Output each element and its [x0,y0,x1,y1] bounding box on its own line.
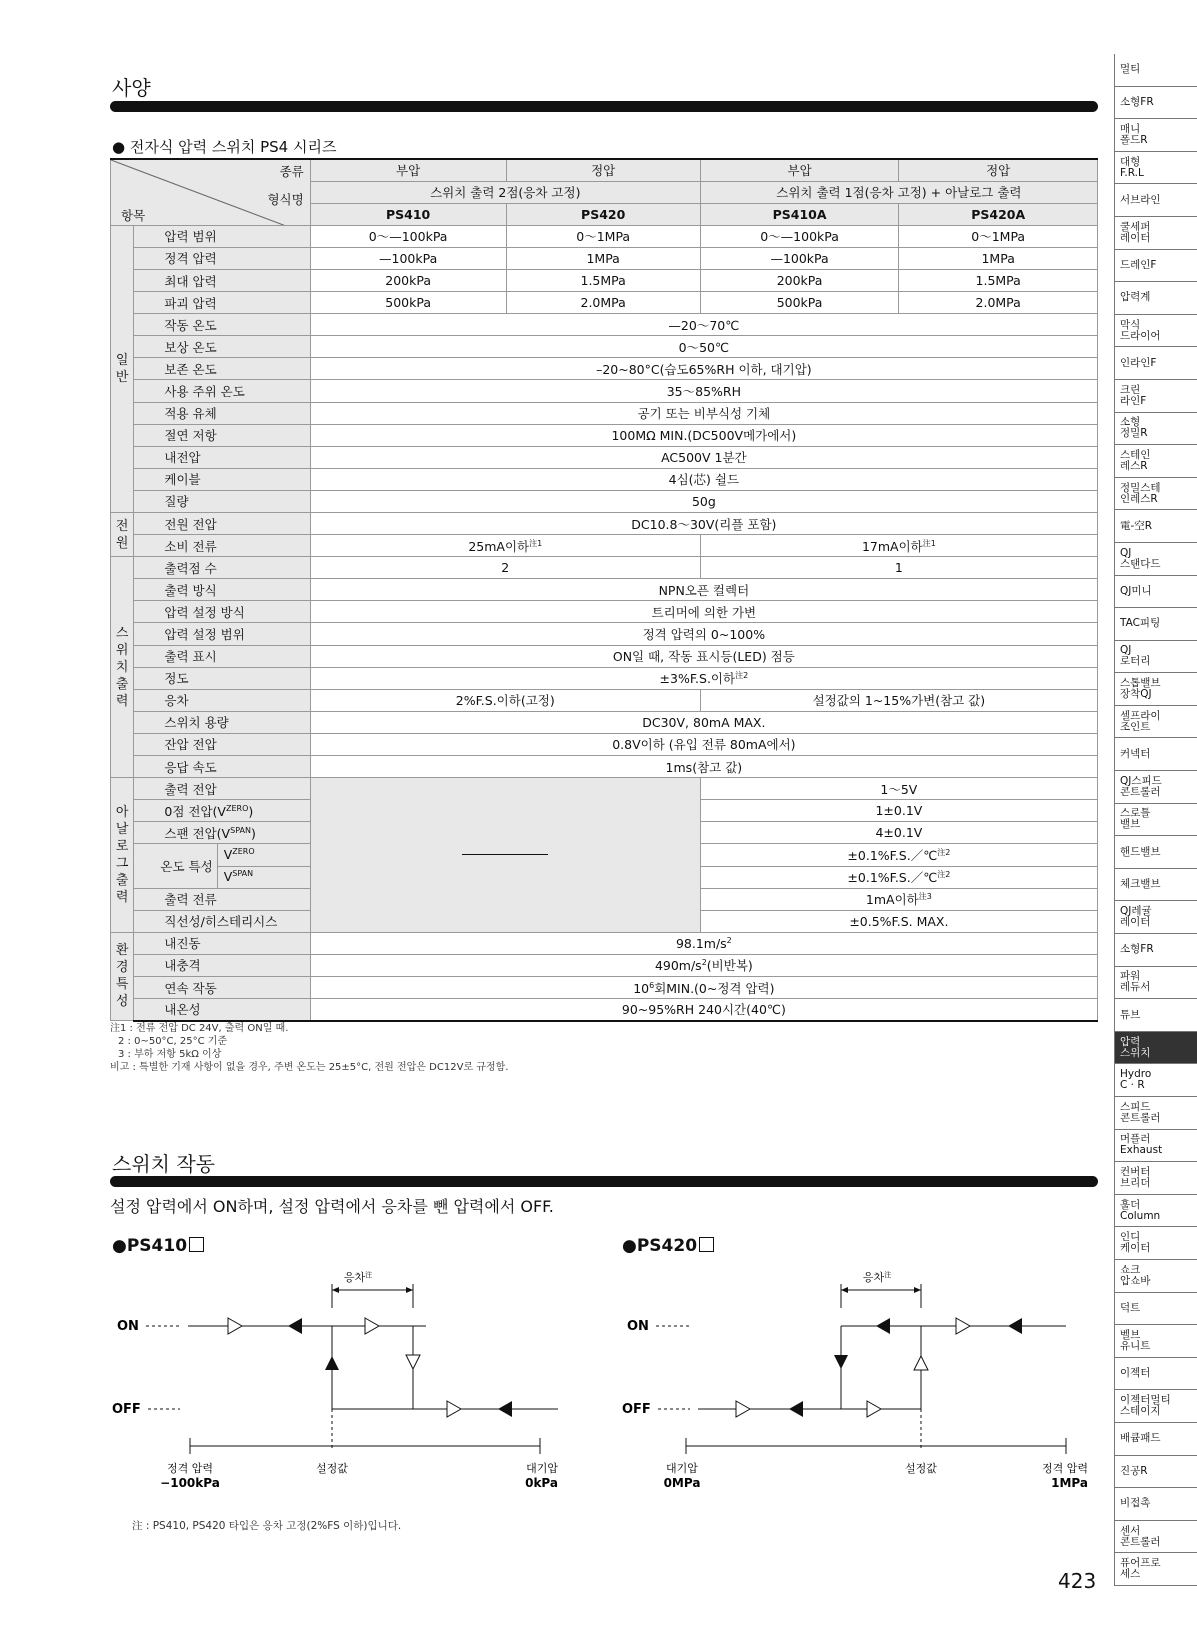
header-row-type [111,159,1098,181]
value-cell: 100MΩ MIN.(DC500V메가에서) [310,424,1097,446]
sidebar-tab[interactable] [1114,1553,1197,1586]
value-cell: —100kPa [700,247,899,269]
sidebar-tab[interactable] [1114,869,1197,902]
output-cell: 스위치 출력 1점(응차 고정) + 아날로그 출력 [700,181,1097,203]
sidebar-tab-label: 크린 라인F [1120,383,1147,407]
row-label: 스위치 용량 [134,711,310,733]
value-cell: 트리머에 의한 가변 [310,601,1097,623]
sidebar-tab-label: 이젝터멀티 스테이지 [1120,1394,1171,1418]
table-row [111,424,1098,446]
left-point-value: −100kPa [160,1476,220,1490]
table-row [111,402,1098,424]
row-label: 보상 온도 [134,336,310,358]
diagram-footnote: 注 : PS410, PS420 타입은 응차 고정(2%FS 이하)입니다. [132,1520,402,1532]
sidebar-tab-label: TAC피팅 [1120,617,1161,630]
table-row [111,490,1098,512]
sidebar-tab[interactable] [1114,934,1197,967]
value-cell: 1.5MPa [506,269,700,291]
value-cell: ±0.5%F.S. MAX. [700,910,1097,932]
value-cell: 2.0MPa [899,292,1098,314]
table-row [111,557,1098,579]
value-cell: 2 [310,557,700,579]
group-switch: 스위치출력 [111,557,134,778]
table-row [111,446,1098,468]
model-cell: PS410A [700,203,899,225]
sidebar-tab[interactable] [1114,217,1197,250]
sidebar-tab-label: 진공R [1120,1464,1148,1477]
arrow-left-filled [288,1318,302,1334]
row-label: 출력 전류 [134,888,310,910]
arrow-down-filled [834,1355,848,1369]
value-cell: —20～70℃ [310,314,1097,336]
off-label: OFF [622,1402,651,1417]
value-cell: 1ms(참고 값) [310,756,1097,778]
sidebar-tab[interactable] [1114,119,1197,152]
sidebar-tab[interactable] [1114,738,1197,771]
sidebar-tab-label: 배큠패드 [1120,1432,1161,1445]
value-cell: ON일 때, 작동 표시등(LED) 점등 [310,645,1097,667]
value-cell: 0～—100kPa [700,225,899,247]
sidebar-tab[interactable] [1114,1456,1197,1489]
table-row [111,999,1098,1021]
sidebar-tab[interactable] [1114,445,1197,478]
sidebar-tab-label: 쇼크 압쇼바 [1120,1263,1151,1287]
row-label: 응차 [134,689,310,711]
sidebar-tab[interactable] [1114,1358,1197,1391]
row-label: 0점 전압$(V^{ZERO})$ [134,800,310,822]
row-label: 적용 유체 [134,402,310,424]
group-general: 일반 [111,225,134,512]
sidebar-tab-label: 파워 레듀서 [1120,970,1151,994]
diagram-left [110,1268,570,1500]
value-cell: 500kPa [310,292,506,314]
row-label: 출력 방식 [134,579,310,601]
value-cell: NPN오픈 컬렉터 [310,579,1097,601]
table-row [111,601,1098,623]
category-sidebar [1114,54,1197,1586]
header-corner [111,159,311,225]
sidebar-tab-label: 쿨세퍼 레이터 [1120,220,1151,244]
arrow-right-open [365,1318,379,1334]
table-row [111,380,1098,402]
sidebar-tab-label: 스톱밸브 장착QJ [1120,677,1161,701]
sidebar-tab-label: 컨버터 브리더 [1120,1165,1151,1189]
sidebar-tab[interactable] [1114,1032,1197,1065]
dash-line [462,854,548,855]
diagram-right-title: ●PS420 [622,1236,714,1256]
sidebar-tab-label: 소형FR [1120,943,1154,956]
group-analog: 아날로그출력 [111,778,134,933]
type-cell: 정압 [899,159,1098,181]
sidebar-tab[interactable] [1114,1423,1197,1456]
sidebar-tab[interactable] [1114,347,1197,380]
sidebar-tab[interactable] [1114,1064,1197,1097]
table-row [111,976,1098,998]
value-cell: $490m/s^2$(비반복) [310,954,1097,976]
type-cell: 부압 [700,159,899,181]
group-power: 전원 [111,513,134,557]
hyst-label: 응차$^注$ [862,1271,892,1284]
left-point-label: 정격 압력 [166,1462,214,1475]
sidebar-tab-label: 셀프라이 조인트 [1120,709,1161,733]
note-line: 비고 : 특별한 기재 사항이 없을 경우, 주변 온도는 25±5°C, 전원 전압은 DC12V로 규정함. [110,1062,509,1073]
value-cell: 1MPa [506,247,700,269]
sidebar-tab-label: 스피드 콘트롤러 [1120,1100,1161,1124]
row-label: 스팬 전압$(V^{SPAN})$ [134,822,310,844]
sidebar-tab[interactable] [1114,608,1197,641]
group-env: 환경특성 [111,932,134,1020]
right-point-value: 1MPa [1051,1476,1088,1490]
series-title: ● 전자식 압력 스위치 PS4 시리즈 [112,138,337,156]
sidebar-tab-label: 인라인F [1120,356,1157,369]
sidebar-tab-label: 커넥터 [1120,747,1151,760]
switch-lead-text: 설정 압력에서 ON하며, 설정 압력에서 응차를 뺀 압력에서 OFF. [110,1197,554,1216]
diagram-right [620,1268,1090,1500]
value-cell: AC500V 1분간 [310,446,1097,468]
table-row [111,733,1098,755]
value-cell: 1MPa [899,247,1098,269]
value-cell: 1±0.1V [700,800,1097,822]
sidebar-tab-label: Hydro C · R [1120,1068,1152,1092]
value-cell: 4심(芯) 쉴드 [310,468,1097,490]
switch-section-title: 스위치 작동 [112,1152,215,1176]
arrow-left-filled [876,1318,890,1334]
sidebar-tab-label: 드레인F [1120,258,1157,271]
sidebar-tab[interactable] [1114,641,1197,674]
sub-label: $V^{SPAN}$ [217,866,310,888]
sidebar-tab[interactable] [1114,87,1197,120]
sidebar-tab[interactable] [1114,543,1197,576]
sidebar-tab-label: 퓨어프로 세스 [1120,1557,1161,1581]
sidebar-tab-label: 인디 케이터 [1120,1231,1151,1255]
sidebar-tab[interactable] [1114,510,1197,543]
row-label: 전원 전압 [134,513,310,535]
value-cell: 1mA이하$^{注3}$ [700,888,1097,910]
value-cell: ±0.1%F.S.／℃$^{注2}$ [700,844,1097,866]
value-cell: $98.1m/s^2$ [310,932,1097,954]
value-cell: 0～1MPa [899,225,1098,247]
row-label: 내충격 [134,954,310,976]
row-label: 압력 설정 방식 [134,601,310,623]
value-cell: 17mA이하$^{注1}$ [700,535,1097,557]
switch-section-bar [110,1176,1098,1187]
corner-item-label: 항목 [121,208,146,223]
table-row [111,711,1098,733]
row-label: 질량 [134,490,310,512]
sidebar-tab-label: 센서 콘트롤러 [1120,1524,1161,1548]
table-row [111,468,1098,490]
sidebar-tab-label: QJ레귤 레이터 [1120,905,1152,929]
model-cell: PS410 [310,203,506,225]
sidebar-tab[interactable] [1114,1227,1197,1260]
value-cell: 정격 압력의 0~100% [310,623,1097,645]
row-label: 내온성 [134,999,310,1021]
row-label: 연속 작동 [134,976,310,998]
value-cell: DC10.8～30V(리플 포함) [310,513,1097,535]
left-point-label: 대기압 [666,1462,698,1475]
sidebar-tab-label: 비접촉 [1120,1497,1151,1510]
sidebar-tab-label: QJ 스탠다드 [1120,546,1161,570]
value-cell: 200kPa [310,269,506,291]
value-cell: 0～—100kPa [310,225,506,247]
sidebar-tab[interactable] [1114,1390,1197,1423]
sidebar-tab[interactable] [1114,1260,1197,1293]
value-cell: 2.0MPa [506,292,700,314]
not-applicable-cell [310,778,700,933]
sidebar-tab-label: 소형FR [1120,95,1154,108]
model-cell: PS420 [506,203,700,225]
sidebar-tab[interactable] [1114,1293,1197,1326]
row-label: 출력점 수 [134,557,310,579]
setpoint-label: 설정값 [905,1462,937,1475]
sidebar-tab[interactable] [1114,478,1197,511]
value-cell: 25mA이하$^{注1}$ [310,535,700,557]
sidebar-tab[interactable] [1114,413,1197,446]
arrow-up-filled [325,1356,339,1370]
sidebar-tab-label: 이젝터 [1120,1367,1151,1380]
note-line: 3 : 부하 저항 5kΩ 이상 [118,1049,222,1060]
arrow-up-open [914,1356,928,1370]
arrow-right-open [228,1318,242,1334]
value-cell: ±0.1%F.S.／℃$^{注2}$ [700,866,1097,888]
value-cell: 1～5V [700,778,1097,800]
value-cell: ±3%F.S.이하$^{注2}$ [310,667,1097,689]
corner-model-label: 형식명 [267,192,304,207]
value-cell: 0～1MPa [506,225,700,247]
value-cell: 1.5MPa [899,269,1098,291]
table-row [111,358,1098,380]
table-row [111,535,1098,557]
sidebar-tab-label: 훌더 Column [1120,1198,1161,1222]
sidebar-tab[interactable] [1114,380,1197,413]
sidebar-tab[interactable] [1114,901,1197,934]
sidebar-tab-label: 압력계 [1120,291,1151,304]
table-row [111,513,1098,535]
sidebar-tab-label: QJ 로터리 [1120,644,1151,668]
sidebar-tab[interactable] [1114,771,1197,804]
arrow-right-open [447,1401,461,1417]
sidebar-tab[interactable] [1114,250,1197,283]
row-label: 직선성/히스테리시스 [134,910,310,932]
value-cell: 0～50℃ [310,336,1097,358]
sidebar-tab-label: QJ미니 [1120,584,1152,597]
off-label: OFF [112,1402,141,1417]
sidebar-tab[interactable] [1114,1130,1197,1163]
arrow-right-open [956,1318,970,1334]
right-point-value: 0kPa [525,1476,558,1490]
sidebar-tab-label: 멀티 [1120,63,1141,76]
setpoint-label: 설정값 [316,1462,348,1475]
table-row [111,336,1098,358]
sidebar-tab-label: 스로틀 밸브 [1120,807,1151,831]
sidebar-tab-label: 스테인 레스R [1120,448,1151,472]
sidebar-tab[interactable] [1114,184,1197,217]
arrow-left-filled [1008,1318,1022,1334]
value-cell: $10^6$회MIN.(0~정격 압력) [310,976,1097,998]
sidebar-tab[interactable] [1114,282,1197,315]
spec-table [110,158,1098,1022]
value-cell: 1 [700,557,1097,579]
sub-label: $V^{ZERO}$ [217,844,310,866]
table-row [111,579,1098,601]
value-cell: 2%F.S.이하(고정) [310,689,700,711]
row-label: 보존 온도 [134,358,310,380]
sidebar-tab[interactable] [1114,999,1197,1032]
sidebar-tab-label: 서브라인 [1120,193,1161,206]
sidebar-tab-label: 소형 정밀R [1120,416,1148,440]
right-point-label: 대기압 [526,1462,558,1475]
output-cell: 스위치 출력 2점(응차 고정) [310,181,700,203]
type-cell: 정압 [506,159,700,181]
sidebar-tab-label: 대형 F.R.L [1120,155,1144,179]
sidebar-tab[interactable] [1114,1521,1197,1554]
sidebar-tab-label: 電-空R [1120,519,1153,532]
sidebar-tab-label: 정밀스테 인레스R [1120,481,1161,505]
table-row [111,932,1098,954]
arrow-left-filled [498,1401,512,1417]
corner-type-label: 종류 [279,164,304,179]
value-cell: 4±0.1V [700,822,1097,844]
right-point-label: 정격 압력 [1041,1462,1088,1475]
arrow-right-open [867,1401,881,1417]
value-cell: 공기 또는 비부식성 기체 [310,402,1097,424]
row-label: 압력 설정 범위 [134,623,310,645]
left-point-value: 0MPa [663,1476,701,1490]
row-label: 내진동 [134,932,310,954]
table-row [111,667,1098,689]
value-cell: 200kPa [700,269,899,291]
value-cell: 500kPa [700,292,899,314]
value-cell: 50g [310,490,1097,512]
spec-section-bar [110,101,1098,112]
table-row [111,756,1098,778]
row-label: 출력 표시 [134,645,310,667]
arrow-left-filled [789,1401,803,1417]
sidebar-tab-label: 튜브 [1120,1008,1141,1021]
value-cell: 설정값의 1~15%가변(참고 값) [700,689,1097,711]
row-label: 정도 [134,667,310,689]
sidebar-tab[interactable] [1114,1195,1197,1228]
value-cell: —100kPa [310,247,506,269]
sidebar-tab[interactable] [1114,836,1197,869]
on-label: ON [627,1319,649,1334]
diagram-left-title: ●PS410 [112,1236,204,1256]
table-row [111,623,1098,645]
row-label: 출력 전압 [134,778,310,800]
row-label: 사용 주위 온도 [134,380,310,402]
table-row [111,778,1098,800]
row-label: 온도 특성 [134,844,217,888]
table-row [111,645,1098,667]
sidebar-tab-label: 머플러 Exhaust [1120,1133,1163,1157]
table-row [111,225,1098,247]
page-number: 423 [1058,1569,1097,1593]
row-label: 작동 온도 [134,314,310,336]
table-row [111,954,1098,976]
value-cell: 35～85%RH [310,380,1097,402]
note-line: 注1 : 전류 전압 DC 24V, 출력 ON일 때. [110,1023,289,1034]
row-label: 케이블 [134,468,310,490]
table-row [111,269,1098,291]
table-row [111,247,1098,269]
hyst-label: 응차$^注$ [343,1271,373,1284]
sidebar-tab[interactable] [1114,804,1197,837]
sidebar-tab-label: 매니 폴드R [1120,122,1148,146]
sidebar-tab[interactable] [1114,315,1197,348]
table-row [111,292,1098,314]
sidebar-tab[interactable] [1114,1325,1197,1358]
table-notes [110,1022,508,1074]
value-cell: 0.8V이하 (유입 전류 80mA에서) [310,733,1097,755]
arrow-right-open [736,1401,750,1417]
row-label: 압력 범위 [134,225,310,247]
row-label: 내전압 [134,446,310,468]
sidebar-tab[interactable] [1114,54,1197,87]
note-line: 2 : 0~50°C, 25°C 기준 [118,1036,228,1047]
row-label: 잔압 전압 [134,733,310,755]
sidebar-tab-label: 체크밸브 [1120,878,1161,891]
sidebar-tab-label: QJ스피드 콘트롤러 [1120,774,1162,798]
sidebar-tab[interactable] [1114,673,1197,706]
row-label: 파괴 압력 [134,292,310,314]
sidebar-tab-label: 덕트 [1120,1301,1141,1314]
sidebar-tab[interactable] [1114,576,1197,609]
table-row [111,689,1098,711]
sidebar-tab-label: 막식 드라이어 [1120,318,1161,342]
sidebar-tab[interactable] [1114,152,1197,185]
sidebar-tab[interactable] [1114,1488,1197,1521]
sidebar-tab[interactable] [1114,1162,1197,1195]
table-row [111,314,1098,336]
spec-section-title: 사양 [112,76,151,100]
sidebar-tab-label: 벨브 유니트 [1120,1328,1151,1352]
row-label: 응답 속도 [134,756,310,778]
on-label: ON [117,1319,139,1334]
sidebar-tab[interactable] [1114,1097,1197,1130]
value-cell: –20~80°C(습도65%RH 이하, 대기압) [310,358,1097,380]
sidebar-tab[interactable] [1114,706,1197,739]
row-label: 최대 압력 [134,269,310,291]
arrow-down-open [406,1355,420,1369]
sidebar-tab-label: 핸드밸브 [1120,845,1161,858]
row-label: 정격 압력 [134,247,310,269]
type-cell: 부압 [310,159,506,181]
sidebar-tab[interactable] [1114,967,1197,1000]
value-cell: 90~95%RH 240시간(40℃) [310,999,1097,1021]
sidebar-tab-label: 압력 스위치 [1120,1035,1151,1059]
row-label: 소비 전류 [134,535,310,557]
value-cell: DC30V, 80mA MAX. [310,711,1097,733]
row-label: 절연 저항 [134,424,310,446]
model-cell: PS420A [899,203,1098,225]
